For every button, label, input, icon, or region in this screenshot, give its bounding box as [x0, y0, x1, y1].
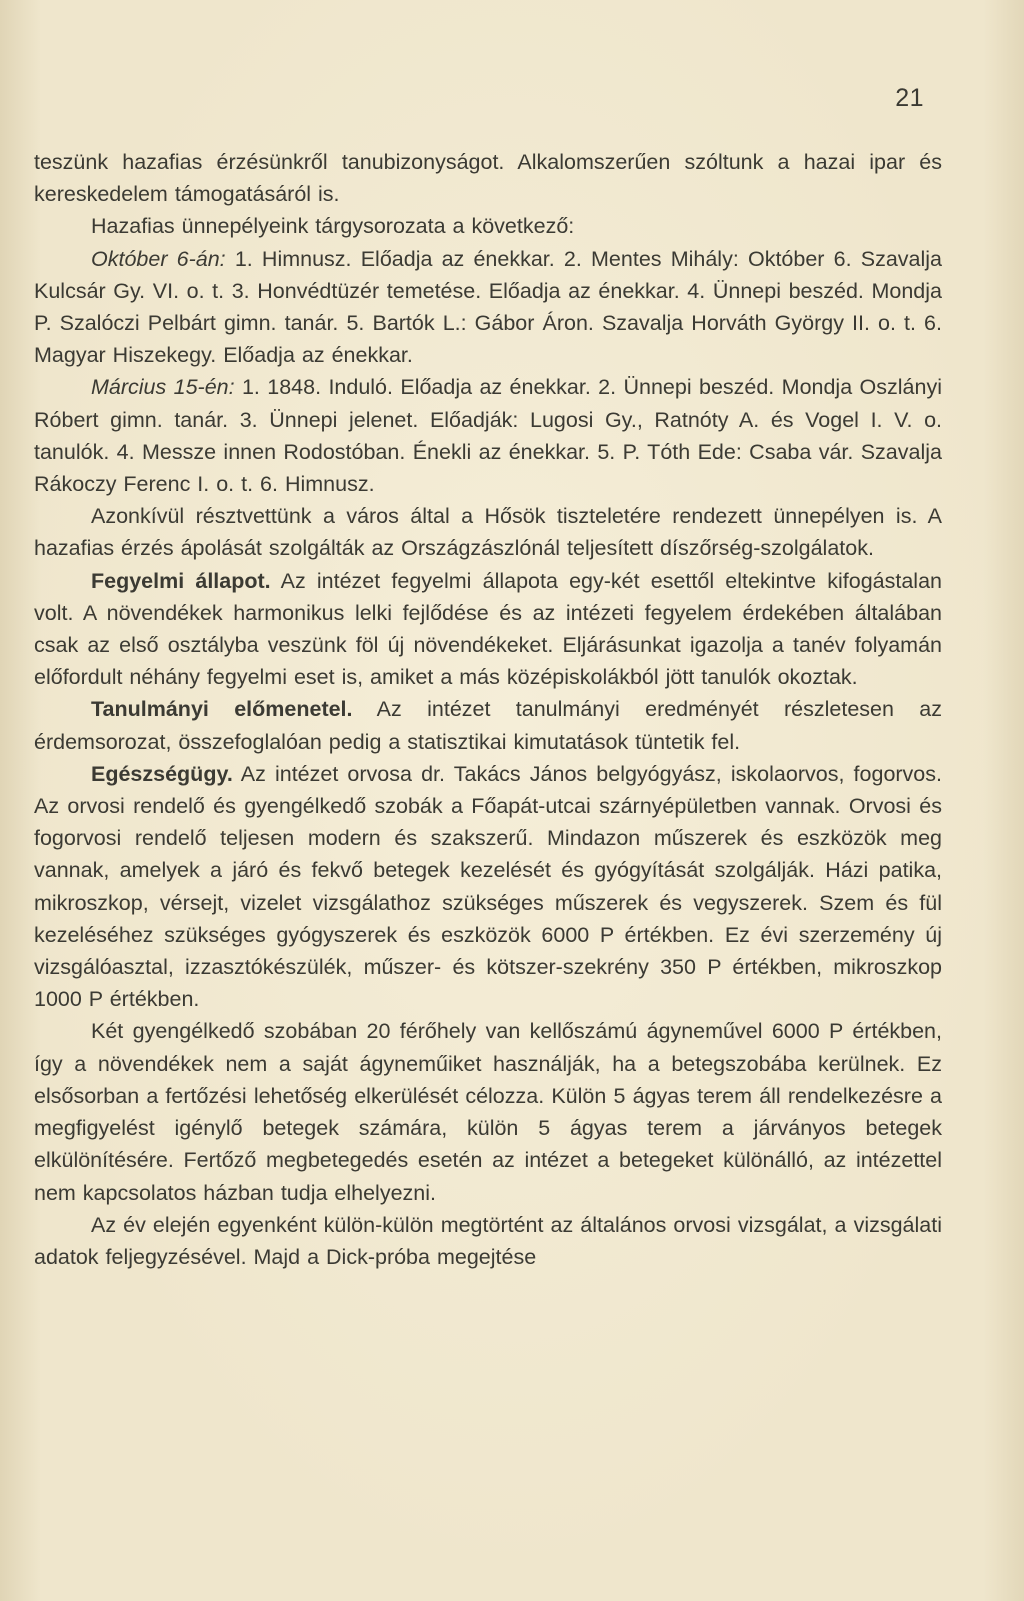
paragraph-heroes-ceremony: Azonkívül résztvettünk a város által a Hősök tiszteletére rendezett ünnepélyen is. A hazafias érzés ápolását szolgálták az Országzászlónál teljesített díszőrség-szolgálatok. — [34, 504, 942, 561]
october-date-label: Október 6-án: — [91, 246, 226, 271]
body-text — [34, 146, 942, 1273]
academic-heading: Tanulmányi előmenetel. — [91, 697, 353, 722]
discipline-heading: Fegyelmi állapot. — [91, 568, 271, 593]
paragraph-medical-exam: Az év elején egyenként külön-külön megtörtént az általános orvosi vizsgálat, a vizsgálati adatok feljegyzésével. Majd a Dick-próba megejtése — [34, 1212, 942, 1269]
paragraph-patriotic-intro: teszünk hazafias érzésünkről tanubizonyságot. Alkalomszerűen szóltunk a hazai ipar és kereskedelem támogatásáról is. — [34, 150, 942, 207]
paragraph-discipline — [34, 565, 942, 694]
paragraph-october-program — [34, 243, 942, 372]
march-date-label: Március 15-én: — [91, 375, 235, 400]
paragraph-sickrooms: Két gyengélkedő szobában 20 férőhely van kellőszámú ágyneművel 6000 P értékben, így a növendékek nem a saját ágyneműiket használják, ha a betegszobába kerülnek. Ez elsősorban a fertőzési lehetőség elkerülését célozza. Külön 5 ágyas terem áll rendelkezésre a megfigyelést igénylő betegek számára, külön 5 ágyas terem a járványos betegek elkülönítésére. Fertőző megbetegedés esetén az intézet a betegeket különálló, az intézettel nem kapcsolatos házban tudja elhelyezni. — [34, 1019, 942, 1205]
paragraph-program-heading: Hazafias ünnepélyeink tárgysorozata a következő: — [91, 214, 575, 239]
academic-text: Az intézet tanulmányi eredményét részletesen az érdemsorozat, összefoglalóan pedig a statisztikai kimutatások tüntetik fel. — [34, 697, 942, 754]
paragraph-academic-progress — [34, 693, 942, 757]
discipline-text: Az intézet fegyelmi állapota egy-két esettől eltekintve kifogástalan volt. A növendékek harmonikus lelki fejlődése és az intézeti fegyelem érdekében általában csak az első osztályba veszünk föl új növendékeket. Eljárásunkat igazolja a tanév folyamán előfordult néhány fegyelmi eset is, amiket a más középiskolákból jött tanulók okoztak. — [34, 568, 942, 690]
page-number: 21 — [895, 84, 924, 112]
health-heading: Egészségügy. — [91, 761, 233, 786]
paragraph-health — [34, 758, 942, 1016]
march-program-text: 1. 1848. Induló. Előadja az énekkar. 2. Ünnepi beszéd. Mondja Oszlányi Róbert gimn. tanár. 3. Ünnepi jelenet. Előadják: Lugosi Gy., Ratnóty A. és Vogel I. V. o. tanulók. 4. Messze innen Rodostóban. Énekli az énekkar. 5. P. Tóth Ede: Csaba vár. Szavalja Rákoczy Ferenc I. o. t. 6. Himnusz. — [34, 375, 942, 497]
october-program-text: 1. Himnusz. Előadja az énekkar. 2. Mentes Mihály: Október 6. Szavalja Kulcsár Gy. VI. o. t. 3. Honvédtüzér temetése. Előadja az énekkar. 4. Ünnepi beszéd. Mondja P. Szalóczi Pelbárt gimn. tanár. 5. Bartók L.: Gábor Áron. Szavalja Horváth György II. o. t. 6. Magyar Hiszekegy. Előadja az énekkar. — [34, 246, 942, 368]
paragraph-march-program — [34, 371, 942, 500]
health-text: Az intézet orvosa dr. Takács János belgyógyász, iskolaorvos, fogorvos. Az orvosi rendelő és gyengélkedő szobák a Főapát-utcai szárnyépületben vannak. Orvosi és fogorvosi rendelő teljesen modern és szakszerű. Mindazon műszerek és eszközök meg vannak, amelyek a járó és fekvő betegek kezelését és gyógyítását szolgálják. Házi patika, mikroszkop, vérsejt, vizelet vizsgálathoz szükséges műszerek és vegyszerek. Szem és fül kezeléséhez szükséges gyógyszerek és eszközök 6000 P értékben. Ez évi szerzemény új vizsgálóasztal, izzasztókészülék, műszer- és kötszer-szekrény 350 P értékben, mikroszkop 1000 P értékben. — [34, 761, 942, 1012]
